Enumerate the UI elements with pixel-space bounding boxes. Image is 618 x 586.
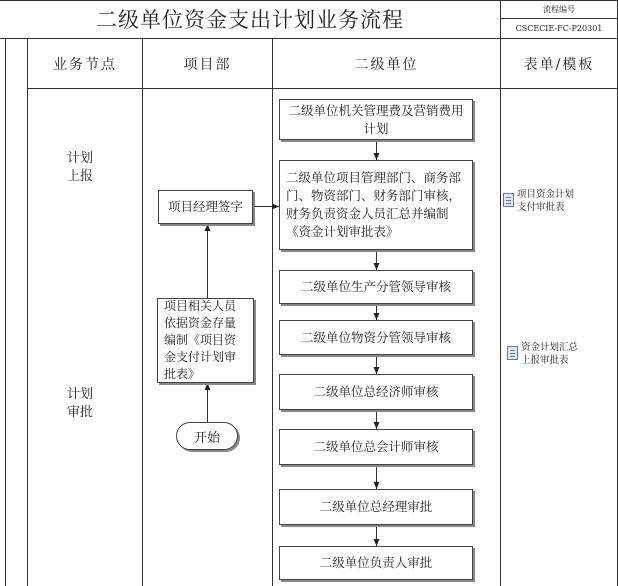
step-head-approval: 二级单位负责人审批 bbox=[279, 546, 473, 580]
page-title: 二级单位资金支出计划业务流程 bbox=[96, 8, 404, 32]
start-node: 开始 bbox=[176, 422, 238, 450]
form-project-fund-plan: 项目资金计划 支付审批表 bbox=[517, 189, 575, 213]
pm-sign-box: 项目经理签字 bbox=[158, 190, 253, 224]
compile-plan-box: 项目相关人员依据资金存量编制《项目资金支付计划审批表》 bbox=[157, 298, 254, 383]
process-code-value: CSCECIE-FC-P20301 bbox=[515, 24, 603, 33]
step-chief-accountant-review: 二级单位总会计师审核 bbox=[279, 429, 473, 465]
process-code-label: 流程编号 bbox=[543, 5, 575, 14]
stage-plan-report: 计划 上报 bbox=[66, 151, 93, 184]
stage-plan-approval: 计划 审批 bbox=[66, 387, 93, 420]
step-chief-economist-review: 二级单位总经济师审核 bbox=[279, 374, 473, 410]
step-management-expense-plan: 二级单位机关管理费及营销费用计划 bbox=[279, 99, 473, 140]
step-materials-leader-review: 二级单位物资分管领导审核 bbox=[279, 320, 473, 355]
document-icon bbox=[503, 193, 514, 207]
step-departments-review: 二级单位项目管理部门、商务部门、物资部门、财务部门审核，财务负责资金人员汇总并编制《资金计划审批表》 bbox=[279, 160, 473, 250]
column-header-project-dept: 项目部 bbox=[183, 56, 232, 73]
column-header-secondary-unit: 二级单位 bbox=[354, 56, 419, 73]
column-header-forms: 表单/模板 bbox=[523, 56, 595, 73]
column-header-business-node: 业务节点 bbox=[53, 56, 117, 73]
step-general-manager-approval: 二级单位总经理审批 bbox=[279, 489, 473, 525]
form-fund-plan-summary: 资金计划汇总 上报审批表 bbox=[521, 342, 579, 366]
document-icon bbox=[507, 346, 518, 360]
step-production-leader-review: 二级单位生产分管领导审核 bbox=[279, 270, 473, 304]
